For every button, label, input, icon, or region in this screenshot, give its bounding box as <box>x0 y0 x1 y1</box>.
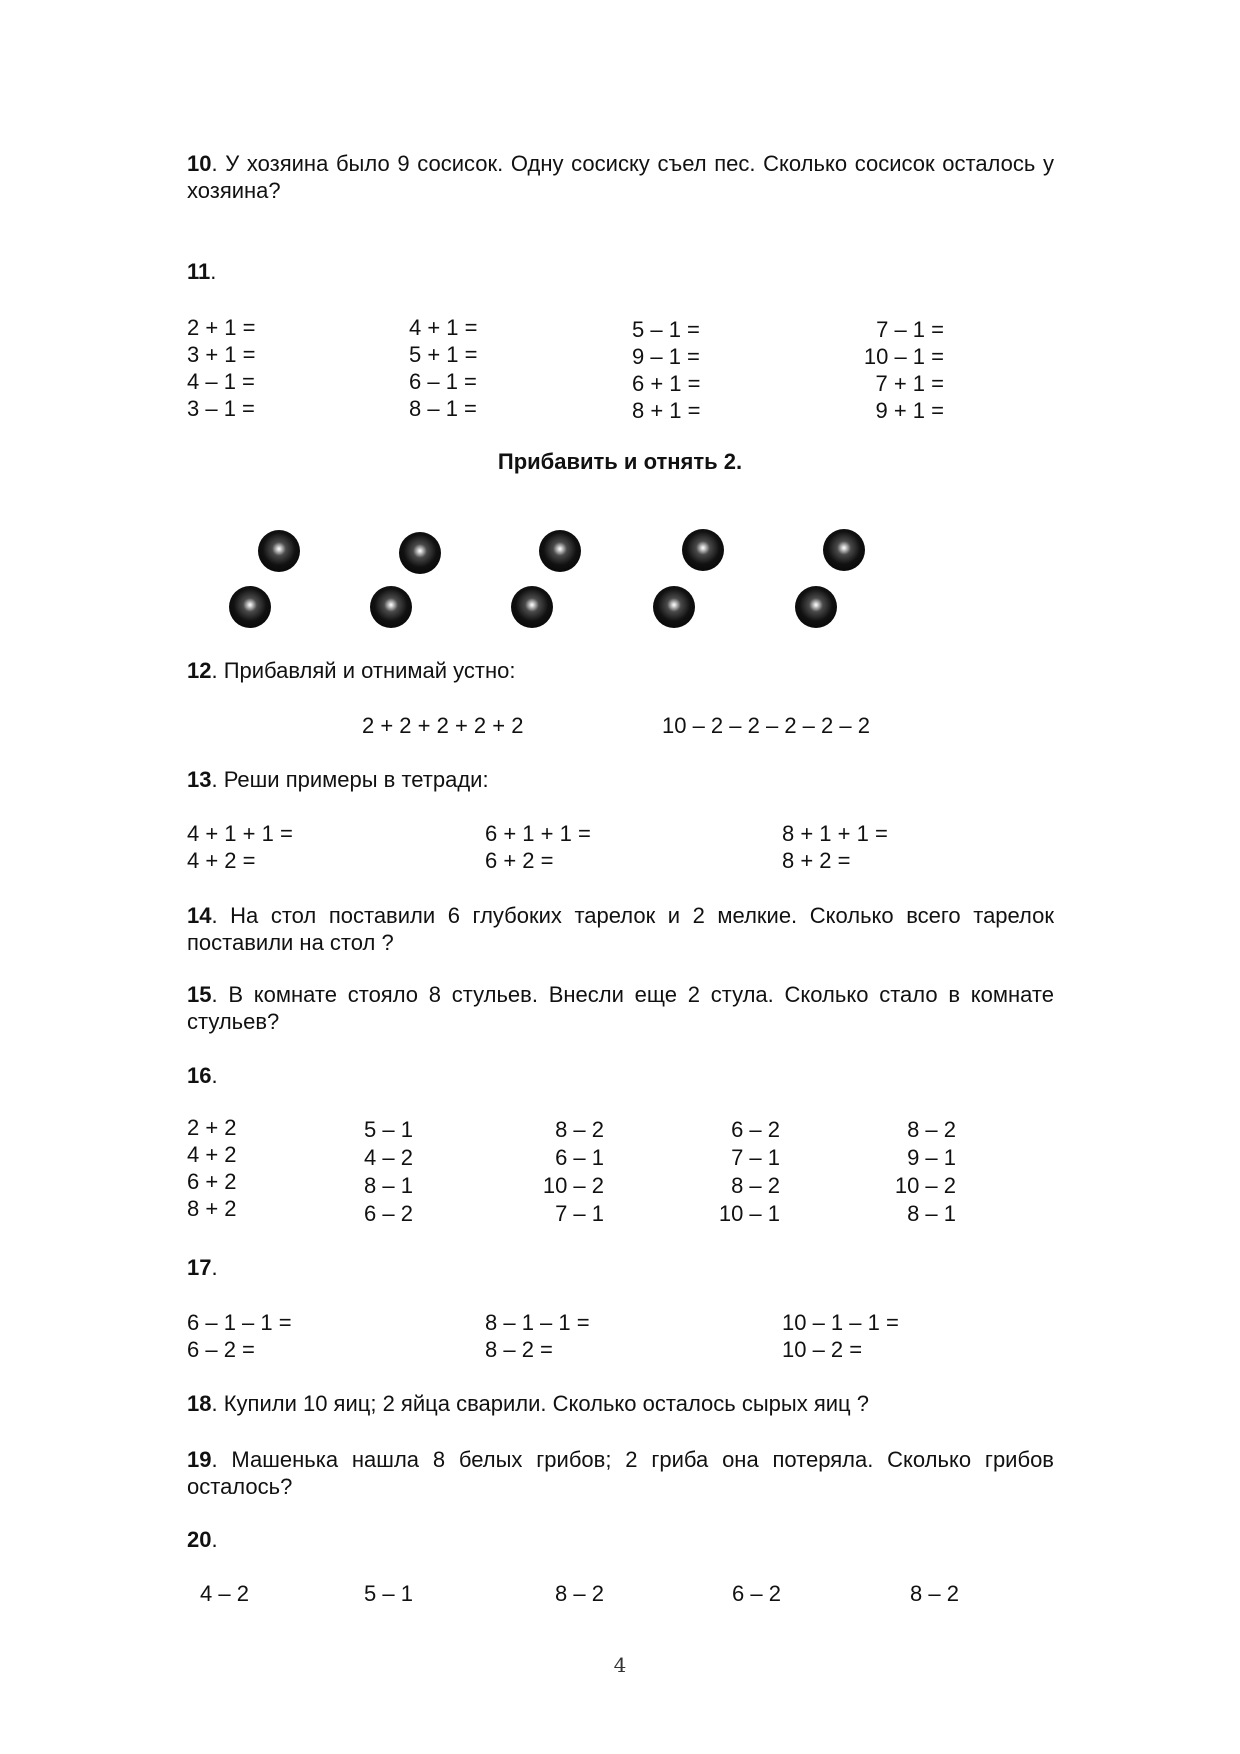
expression-chain-subtract: 10 – 2 – 2 – 2 – 2 – 2 <box>662 713 870 738</box>
ball-icon <box>795 586 837 628</box>
expression: 7 + 1 = <box>875 371 944 396</box>
expression: 6 – 2 <box>731 1117 780 1142</box>
expression: 10 – 1 <box>718 1201 780 1226</box>
problem-11-label: 11. <box>187 259 217 284</box>
expression: 8 – 2 = <box>485 1337 553 1362</box>
expression: 6 + 2 = <box>485 848 554 873</box>
expression: 4 – 1 = <box>187 369 255 394</box>
problem-14: 14. На стол поставили 6 глубоких тарелок и 2 мелкие. Сколько всего тарелок поставили на стол ? <box>187 903 1054 955</box>
expression: 9 – 1 = <box>632 344 700 369</box>
expression: 6 + 2 <box>187 1169 237 1194</box>
expression: 6 – 1 – 1 = <box>187 1310 292 1335</box>
expression: 4 + 2 <box>187 1142 237 1167</box>
ball-icon <box>258 530 300 572</box>
expression: 6 – 2 <box>364 1201 413 1226</box>
problem-text: . У хозяина было 9 сосисок. Одну сосиску съел пес. Сколько сосисок осталось у хозяина? <box>187 151 1054 203</box>
expression: 8 + 1 = <box>632 398 701 423</box>
expression: 7 – 1 <box>555 1201 604 1226</box>
expression-column-3 <box>530 1116 604 1228</box>
expression: 5 + 1 = <box>409 342 478 367</box>
ball-icon <box>653 586 695 628</box>
ball-icon <box>399 532 441 574</box>
expression: 4 + 1 = <box>409 315 478 340</box>
ball-icon <box>370 586 412 628</box>
expression: 8 – 2 <box>910 1581 959 1606</box>
expression: 4 + 2 = <box>187 848 256 873</box>
ball-icon <box>682 529 724 571</box>
problem-10 <box>187 150 1054 204</box>
ball-icon <box>823 529 865 571</box>
expression-column-5 <box>882 1116 956 1228</box>
expression: 9 + 1 = <box>875 398 944 423</box>
expression: 8 – 1 <box>907 1201 956 1226</box>
expression: 8 – 1 <box>364 1173 413 1198</box>
expression: 6 + 1 = <box>632 371 701 396</box>
expression: 7 – 1 <box>731 1145 780 1170</box>
expression: 4 – 2 <box>364 1145 413 1170</box>
problem-19: 19. Машенька нашла 8 белых грибов; 2 гриба она потеряла. Сколько грибов осталось? <box>187 1447 1054 1499</box>
expression: 8 – 1 – 1 = <box>485 1310 590 1335</box>
expression: 6 – 1 <box>555 1145 604 1170</box>
problem-20-label: 20. <box>187 1527 218 1552</box>
expression: 8 + 2 <box>187 1196 237 1221</box>
expression: 4 – 2 <box>200 1581 249 1606</box>
expression: 8 – 2 <box>907 1117 956 1142</box>
expression-column-4 <box>706 1116 780 1228</box>
expression: 10 – 2 <box>542 1173 604 1198</box>
expression: 10 – 2 <box>894 1173 956 1198</box>
problem-18: 18. Купили 10 яиц; 2 яйца сварили. Сколько осталось сырых яиц ? <box>187 1391 869 1416</box>
problem-13: 13. Реши примеры в тетради: <box>187 767 489 792</box>
problem-16-label: 16. <box>187 1063 218 1088</box>
expression: 5 – 1 = <box>632 317 700 342</box>
ball-icon <box>229 586 271 628</box>
expression: 3 – 1 = <box>187 396 255 421</box>
section-heading: Прибавить и отнять 2. <box>497 449 743 474</box>
expression: 10 – 1 = <box>863 344 944 369</box>
expression: 8 + 1 + 1 = <box>782 821 888 846</box>
expression: 4 + 1 + 1 = <box>187 821 293 846</box>
expression-column-4 <box>854 316 944 424</box>
expression-chain-add: 2 + 2 + 2 + 2 + 2 <box>362 713 524 738</box>
page-number: 4 <box>613 1653 627 1677</box>
expression: 9 – 1 <box>907 1145 956 1170</box>
ball-icon <box>539 530 581 572</box>
expression: 5 – 1 <box>364 1117 413 1142</box>
expression: 5 – 1 <box>364 1581 413 1606</box>
expression: 3 + 1 = <box>187 342 256 367</box>
problem-12: 12. Прибавляй и отнимай устно: <box>187 658 516 683</box>
expression: 7 – 1 = <box>876 317 944 342</box>
expression: 8 – 2 <box>731 1173 780 1198</box>
expression: 10 – 2 = <box>782 1337 863 1362</box>
problem-number: 10 <box>187 151 212 176</box>
expression: 8 + 2 = <box>782 848 851 873</box>
expression: 2 + 1 = <box>187 315 256 340</box>
problem-15: 15. В комнате стояло 8 стульев. Внесли еще 2 стула. Сколько стало в комнате стульев? <box>187 982 1054 1034</box>
expression: 6 – 2 = <box>187 1337 255 1362</box>
problem-17-label: 17. <box>187 1255 218 1280</box>
expression: 6 – 2 <box>732 1581 781 1606</box>
expression: 6 – 1 = <box>409 369 477 394</box>
expression: 2 + 2 <box>187 1115 237 1140</box>
expression: 8 – 2 <box>555 1581 604 1606</box>
expression: 6 + 1 + 1 = <box>485 821 591 846</box>
expression: 8 – 2 <box>555 1117 604 1142</box>
expression: 8 – 1 = <box>409 396 477 421</box>
expression: 10 – 1 – 1 = <box>782 1310 899 1335</box>
ball-icon <box>511 586 553 628</box>
